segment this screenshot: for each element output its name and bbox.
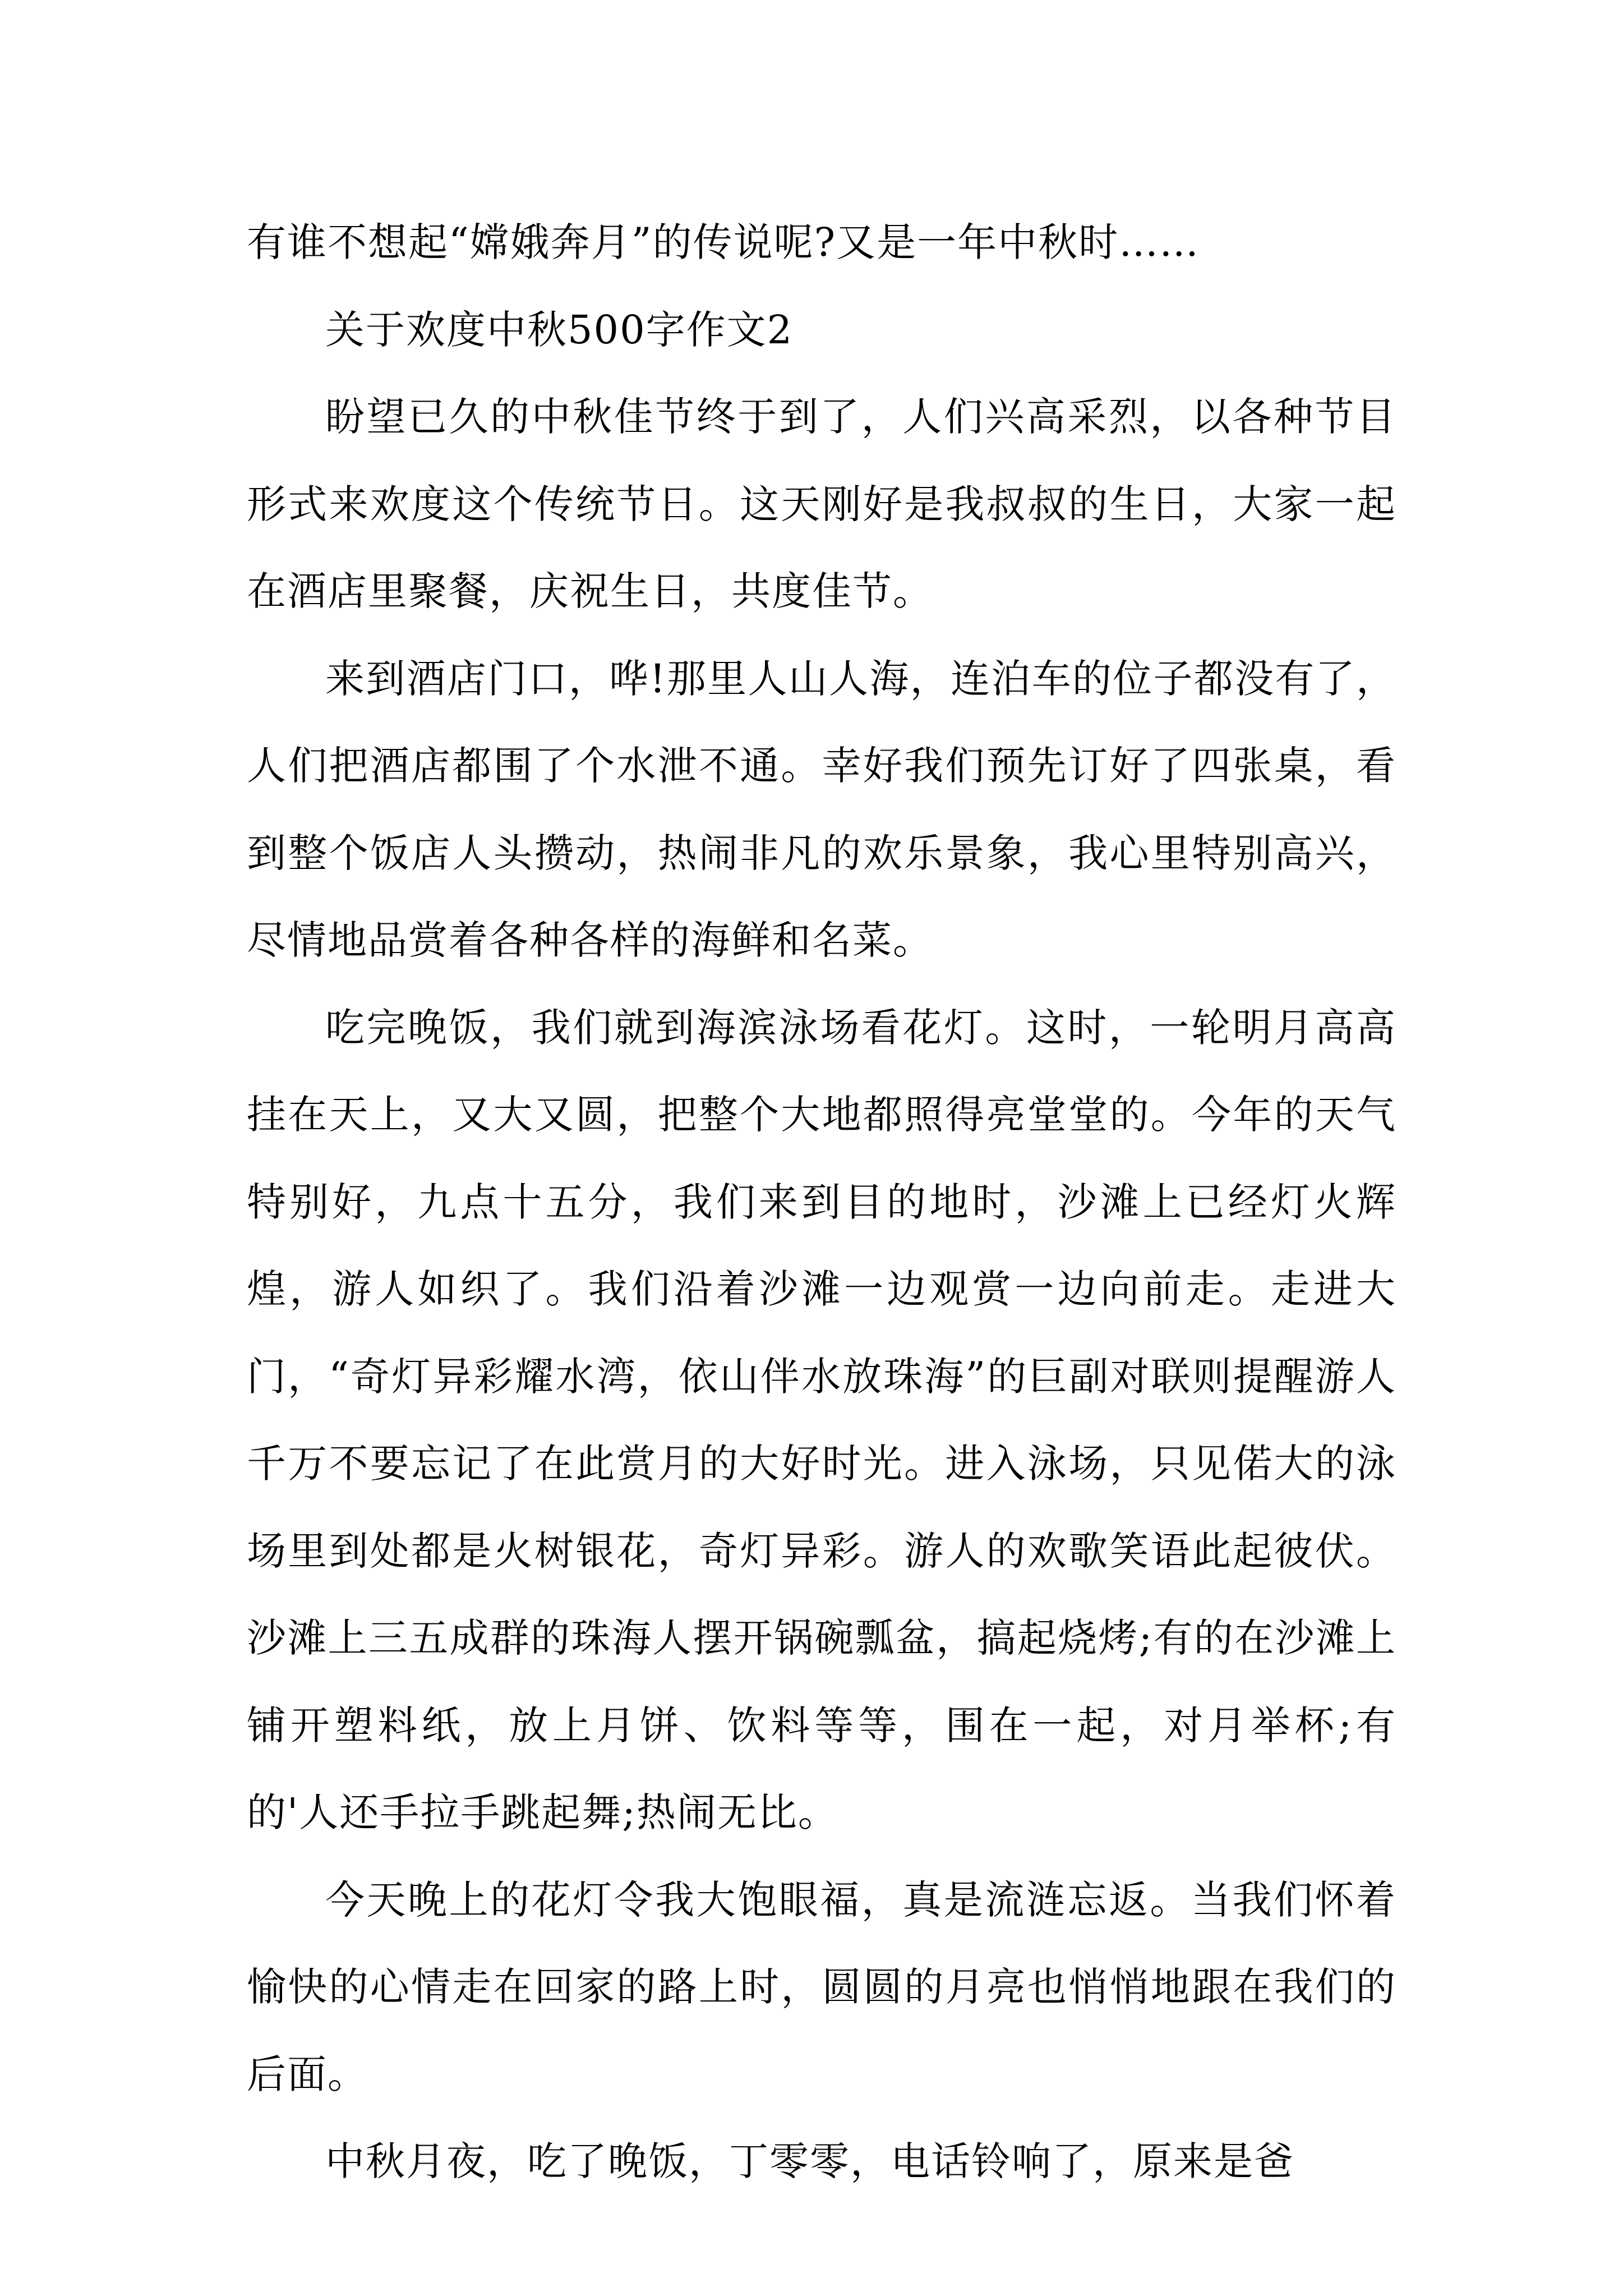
paragraph: 来到酒店门口，哗!那里人山人海，连泊车的位子都没有了，人们把酒店都围了个水泄不通。幸好我们预先订好了四张桌，看到整个饭店人头攒动，热闹非凡的欢乐景象，我心里特别高兴，尽情地品赏着各种各样的海鲜和名菜。 [247, 655, 1396, 963]
paragraph: 今天晚上的花灯令我大饱眼福，真是流涟忘返。当我们怀着愉快的心情走在回家的路上时，圆圆的月亮也悄悄地跟在我们的后面。 [247, 1876, 1396, 2097]
paragraph: 吃完晚饭，我们就到海滨泳场看花灯。这时，一轮明月高高挂在天上，又大又圆，把整个大地都照得亮堂堂的。今年的天气特别好，九点十五分，我们来到目的地时，沙滩上已经灯火辉煌，游人如织了。我们沿着沙滩一边观赏一边向前走。走进大门，“奇灯异彩耀水湾，依山伴水放珠海”的巨副对联则提醒游人千万不要忘记了在此赏月的大好时光。进入泳场，只见偌大的泳场里到处都是火树银花，奇灯异彩。游人的欢歌笑语此起彼伏。沙滩上三五成群的珠海人摆开锅碗瓢盆，搞起烧烤;有的在沙滩上铺开塑料纸，放上月饼、饮料等等，围在一起，对月举杯;有的'人还手拉手跳起舞;热闹无比。 [247, 1004, 1396, 1835]
document-body [247, 199, 1396, 2206]
paragraph: 中秋月夜，吃了晚饭，丁零零，电话铃响了，原来是爸 [325, 2138, 1294, 2184]
paragraph-continuation: 有谁不想起“嫦娥奔月”的传说呢?又是一年中秋时…… [247, 219, 1200, 265]
paragraph: 盼望已久的中秋佳节终于到了，人们兴高采烈，以各种节目形式来欢度这个传统节日。这天刚好是我叔叔的生日，大家一起在酒店里聚餐，庆祝生日，共度佳节。 [247, 394, 1396, 614]
essay-heading: 关于欢度中秋500字作文2 [325, 306, 794, 353]
